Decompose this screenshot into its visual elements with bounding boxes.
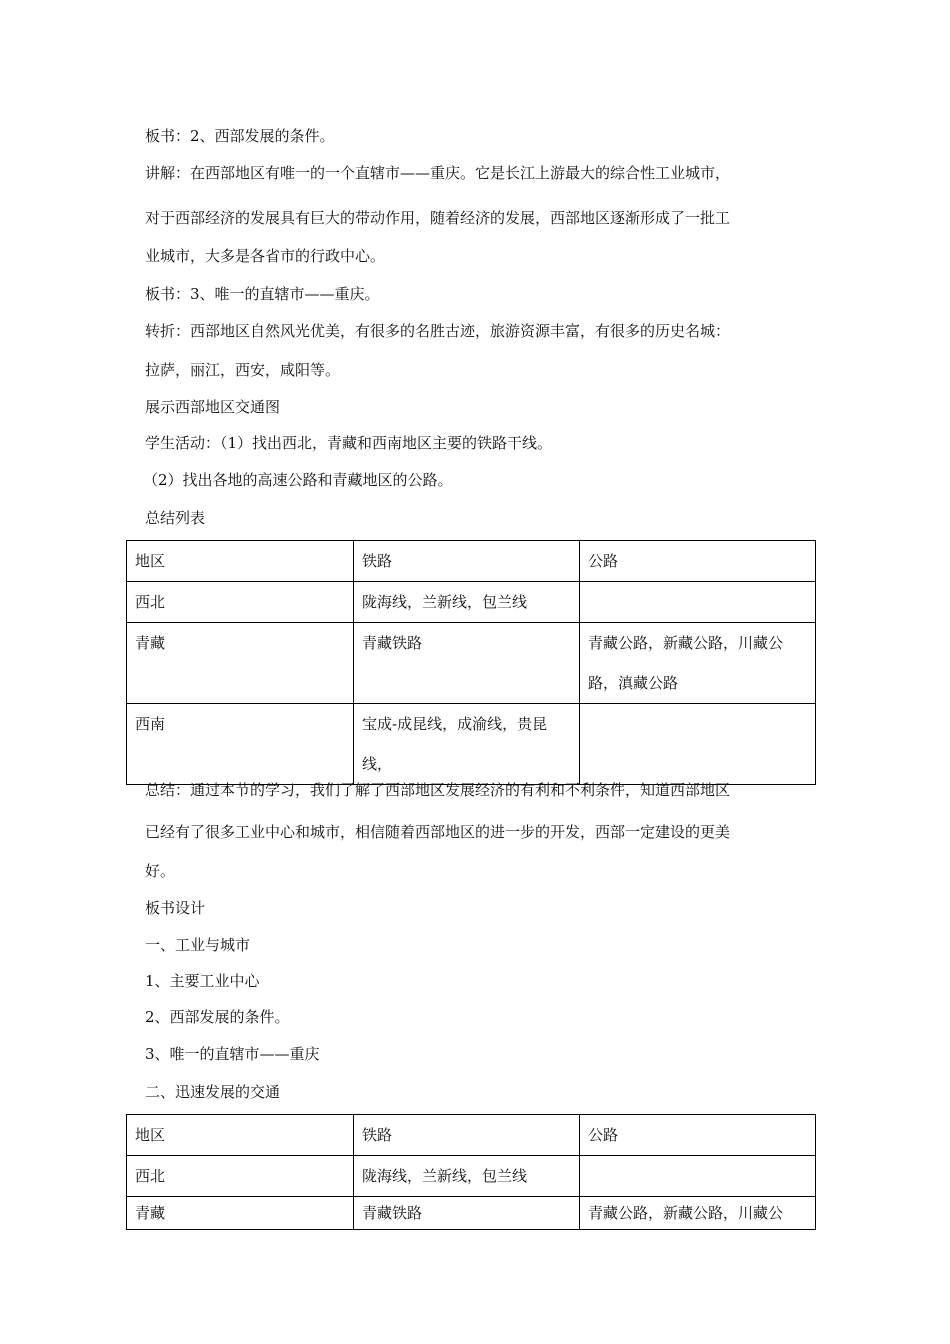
table-header-cell: 地区 (127, 1115, 354, 1156)
board-note-3: 板书：3、唯一的直辖市——重庆。 (145, 285, 380, 303)
table-cell: 青藏铁路 (354, 1197, 580, 1230)
summary-line-1: 总结：通过本节的学习，我们了解了西部地区发展经济的有利和不利条件，知道西部地区 (145, 781, 731, 799)
board-note-2: 板书：2、西部发展的条件。 (145, 127, 335, 145)
table-row (127, 582, 816, 623)
transport-table-2 (126, 1114, 816, 1230)
summary-line-3: 好。 (145, 862, 176, 880)
table-cell: 陇海线，兰新线，包兰线 (354, 582, 580, 623)
board-design-item: 1、主要工业中心 (145, 972, 260, 990)
table-header-cell: 铁路 (354, 1115, 580, 1156)
summary-table-label: 总结列表 (145, 509, 206, 527)
show-map-line: 展示西部地区交通图 (145, 398, 281, 416)
table-cell: 陇海线，兰新线，包兰线 (354, 1156, 580, 1197)
transition-line-2: 拉萨，丽江，西安，咸阳等。 (145, 361, 341, 379)
table-header-cell: 公路 (580, 1115, 816, 1156)
table-cell: 宝成-成昆线，成渝线，贵昆线， (354, 704, 580, 785)
table-cell (580, 582, 816, 623)
table-row (127, 1197, 816, 1230)
table-cell: 西南 (127, 704, 354, 785)
table-header-cell: 铁路 (354, 541, 580, 582)
board-design-title: 板书设计 (145, 899, 206, 917)
board-design-item: 2、西部发展的条件。 (145, 1008, 290, 1026)
explanation-line-3: 业城市，大多是各省市的行政中心。 (145, 247, 386, 265)
board-design-item: 二、迅速发展的交通 (145, 1083, 281, 1101)
table-row (127, 623, 816, 704)
table-cell (580, 1156, 816, 1197)
student-activity-2: （2）找出各地的高速公路和青藏地区的公路。 (143, 471, 453, 489)
board-design-item: 3、唯一的直辖市——重庆 (145, 1045, 320, 1063)
table-cell (580, 704, 816, 785)
table-row (127, 704, 816, 785)
explanation-line-2: 对于西部经济的发展具有巨大的带动作用，随着经济的发展，西部地区逐渐形成了一批工 (145, 209, 731, 227)
table-cell: 青藏 (127, 1197, 354, 1230)
transition-line-1: 转折：西部地区自然风光优美，有很多的名胜古迹，旅游资源丰富，有很多的历史名城： (145, 322, 731, 340)
table-cell: 西北 (127, 1156, 354, 1197)
table-header-cell: 地区 (127, 541, 354, 582)
transport-table-1 (126, 540, 816, 785)
student-activity-1: 学生活动：（1）找出西北，青藏和西南地区主要的铁路干线。 (145, 434, 553, 452)
table-row (127, 1156, 816, 1197)
table-cell: 青藏铁路 (354, 623, 580, 704)
board-design-item: 一、工业与城市 (145, 936, 251, 954)
explanation-line-1: 讲解：在西部地区有唯一的一个直辖市——重庆。它是长江上游最大的综合性工业城市， (145, 164, 731, 182)
table-header-cell: 公路 (580, 541, 816, 582)
table-header-row (127, 541, 816, 582)
table-cell: 青藏公路，新藏公路，川藏公 (580, 1197, 816, 1230)
table-cell: 青藏公路，新藏公路，川藏公路，滇藏公路 (580, 623, 816, 704)
summary-line-2: 已经有了很多工业中心和城市，相信随着西部地区的进一步的开发，西部一定建设的更美 (145, 823, 731, 841)
table-cell: 西北 (127, 582, 354, 623)
table-header-row (127, 1115, 816, 1156)
table-cell: 青藏 (127, 623, 354, 704)
